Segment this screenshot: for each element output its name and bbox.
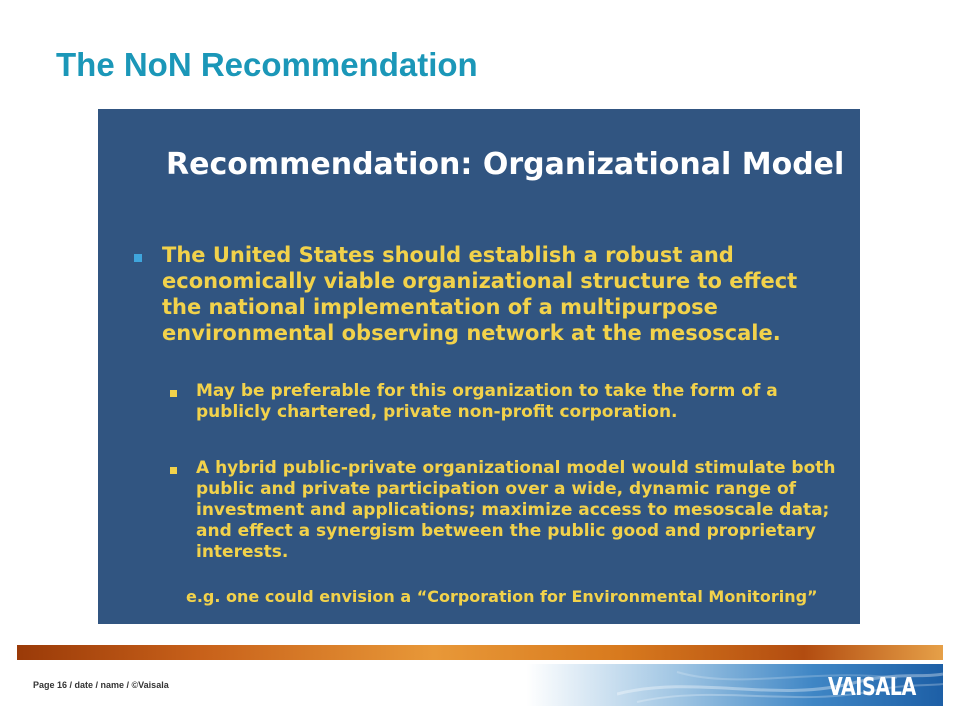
vaisala-logo: VAISALA [828, 672, 916, 701]
square-bullet-icon [134, 254, 142, 262]
main-bullet-text: The United States should establish a robust and economically viable organizational structure to effect the national implementation of a multipurpose environmental observing network at the mesoscale. [162, 243, 798, 345]
embedded-slide-image [98, 109, 860, 624]
square-bullet-icon [170, 390, 177, 397]
footer-decorative-stripe [17, 645, 943, 660]
sub-bullet-text: A hybrid public-private organizational model would stimulate both public and private participation over a wide, dynamic range of investment and applications; maximize access to mesoscale data; and effect a synergism between the public good and proprietary interests. [196, 458, 836, 562]
sub-bullet-text: May be preferable for this organization to take the form of a publicly chartered, private non-profit corporation. [196, 381, 778, 422]
square-bullet-icon [170, 467, 177, 474]
page-title: The NoN Recommendation [56, 46, 478, 83]
footer-page-info: Page 16 / date / name / ©Vaisala [33, 680, 169, 690]
example-note: e.g. one could envision a “Corporation for Environmental Monitoring” [186, 587, 818, 606]
slide-heading: Recommendation: Organizational Model [166, 147, 845, 182]
